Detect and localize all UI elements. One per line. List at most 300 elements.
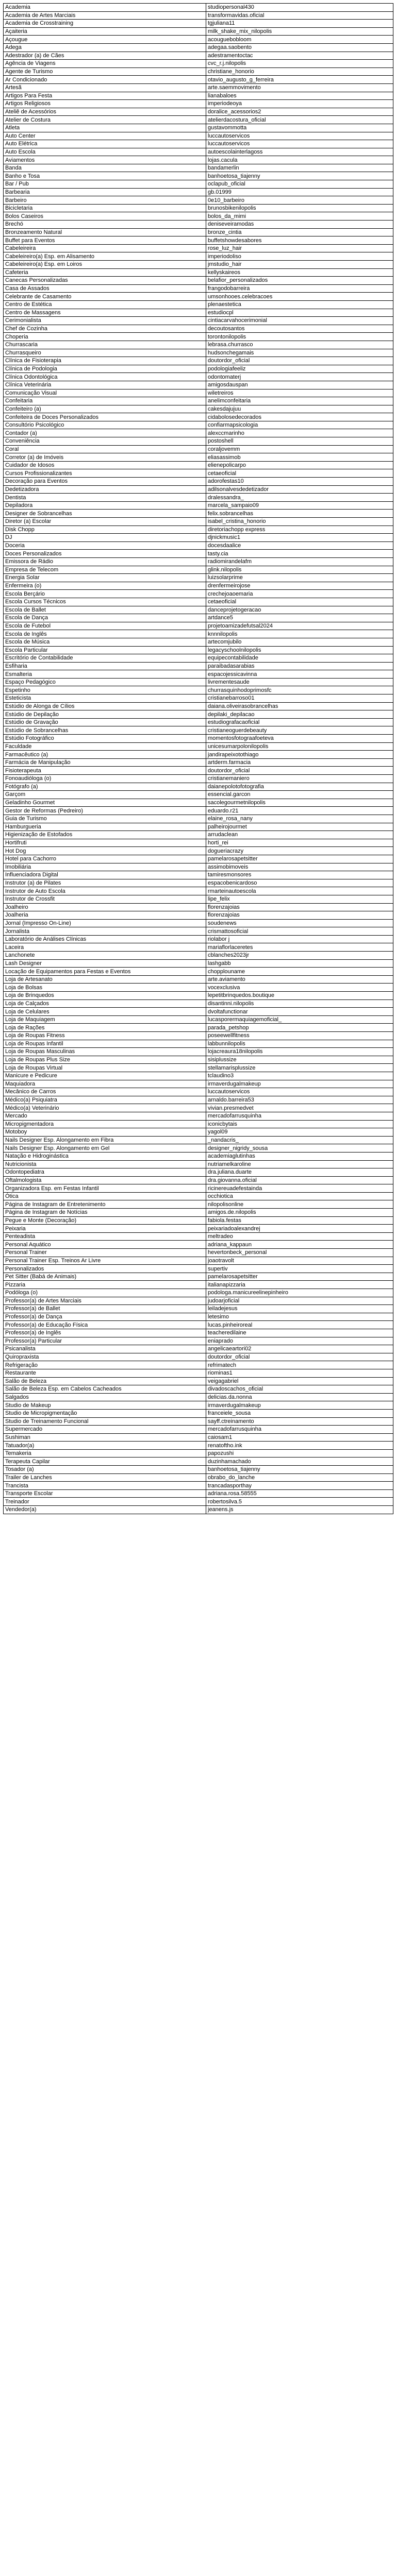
handle-cell: occhiotica xyxy=(206,1192,393,1200)
handle-cell: daiana.oliveirasobrancelhas xyxy=(206,702,393,710)
table-row xyxy=(4,590,393,598)
handle-cell: plenaestetica xyxy=(206,300,393,309)
category-cell: Churrascaria xyxy=(4,341,206,349)
table-row xyxy=(4,268,393,277)
table-row xyxy=(4,140,393,148)
category-cell: Coral xyxy=(4,445,206,453)
handle-cell: leiladejesus xyxy=(206,1305,393,1313)
handle-cell: artderm.farmacia xyxy=(206,758,393,767)
table-row xyxy=(4,4,393,12)
table-row xyxy=(4,1369,393,1377)
category-cell: Clínica Odontológica xyxy=(4,373,206,381)
table-row xyxy=(4,1442,393,1450)
category-cell: Nails Designer Esp. Alongamento em Gel xyxy=(4,1144,206,1153)
table-row xyxy=(4,935,393,943)
category-cell: Imobiliária xyxy=(4,863,206,871)
category-cell: Buffet para Eventos xyxy=(4,236,206,245)
category-cell: Loja de Roupas Fitness xyxy=(4,1032,206,1040)
table-row xyxy=(4,341,393,349)
table-row xyxy=(4,421,393,429)
handle-cell: angelicaeartori02 xyxy=(206,1345,393,1353)
category-cell: Emissora de Rádio xyxy=(4,557,206,566)
handle-cell: yagol09 xyxy=(206,1128,393,1137)
handle-cell: poseewellfitness xyxy=(206,1032,393,1040)
category-cell: Peixaria xyxy=(4,1225,206,1233)
handle-cell: eliasassimob xyxy=(206,453,393,462)
handle-cell: luizsolarprime xyxy=(206,574,393,582)
handle-cell: jandirapeixotothiago xyxy=(206,751,393,759)
table-row xyxy=(4,1289,393,1297)
table-row xyxy=(4,293,393,301)
handle-cell: arte.saemmovimento xyxy=(206,83,393,92)
table-row xyxy=(4,582,393,590)
handle-cell: milk_shake_mix_nilopolis xyxy=(206,27,393,36)
handle-cell: judoarjoficial xyxy=(206,1297,393,1305)
handle-cell: cakesdajujuu xyxy=(206,405,393,413)
category-cell: Hortifruti xyxy=(4,839,206,847)
table-row xyxy=(4,1072,393,1080)
table-row xyxy=(4,228,393,236)
table-row xyxy=(4,469,393,478)
category-cell: Tosador (a) xyxy=(4,1466,206,1474)
category-cell: Jornalista xyxy=(4,927,206,936)
category-cell: Adestrador (a) de Cães xyxy=(4,52,206,60)
handle-cell: paraibadasarabias xyxy=(206,662,393,670)
table-row xyxy=(4,501,393,510)
handle-cell: oclapub_oficial xyxy=(206,180,393,189)
category-cell: Clínica de Podologia xyxy=(4,365,206,373)
category-cell: Agência de Viagens xyxy=(4,60,206,68)
handle-cell: bandamerlin xyxy=(206,164,393,172)
table-row xyxy=(4,67,393,76)
table-row xyxy=(4,959,393,968)
table-row xyxy=(4,1136,393,1144)
handle-cell: tasty.cia xyxy=(206,550,393,558)
handle-cell: renatoftho.ink xyxy=(206,1442,393,1450)
handle-cell: postoshell xyxy=(206,437,393,446)
table-row xyxy=(4,1080,393,1088)
table-row xyxy=(4,116,393,124)
handle-cell: riominas1 xyxy=(206,1369,393,1377)
table-row xyxy=(4,598,393,606)
handle-cell: deniseveiramodas xyxy=(206,221,393,229)
table-row xyxy=(4,478,393,486)
handle-cell: projetoamizadefutsal2024 xyxy=(206,622,393,630)
table-row xyxy=(4,927,393,936)
handle-cell: torontonilopolis xyxy=(206,333,393,341)
handle-cell: mercadofarrusquinha xyxy=(206,1112,393,1120)
table-row xyxy=(4,767,393,775)
table-row xyxy=(4,1337,393,1345)
category-cell: Escola de Ballet xyxy=(4,606,206,614)
table-row xyxy=(4,574,393,582)
handle-cell: cintiacarvahocerimonial xyxy=(206,317,393,325)
handle-cell: espacobenicardoso xyxy=(206,879,393,887)
handle-cell: pamelarosapetsitter xyxy=(206,855,393,863)
category-cell: Aviamentos xyxy=(4,156,206,164)
table-row xyxy=(4,1417,393,1426)
handle-cell: legacyschoolnilopolis xyxy=(206,646,393,654)
table-row xyxy=(4,758,393,767)
table-row xyxy=(4,1313,393,1321)
handle-cell: momentosfotograafoeteva xyxy=(206,735,393,743)
category-cell: Choperia xyxy=(4,333,206,341)
table-row xyxy=(4,526,393,534)
table-row xyxy=(4,968,393,976)
handle-cell: podologa.manicureelinepinheiro xyxy=(206,1289,393,1297)
table-row xyxy=(4,952,393,960)
table-row xyxy=(4,317,393,325)
table-row xyxy=(4,83,393,92)
handle-cell: felix.sobrancelhas xyxy=(206,510,393,518)
table-row xyxy=(4,1104,393,1112)
handle-cell: artdance5 xyxy=(206,614,393,622)
table-row xyxy=(4,839,393,847)
table-row xyxy=(4,300,393,309)
handle-cell: anelimconfeitaria xyxy=(206,397,393,405)
category-cell: Página de Instagram de Entretenimento xyxy=(4,1200,206,1209)
table-row xyxy=(4,984,393,992)
handle-cell: _nandacris_ xyxy=(206,1136,393,1144)
category-cell: Confeiteira de Doces Personalizados xyxy=(4,413,206,421)
handle-cell: elaine_rosa_nany xyxy=(206,815,393,823)
table-row xyxy=(4,742,393,751)
category-cell: Trailer de Lanches xyxy=(4,1473,206,1482)
table-row xyxy=(4,871,393,879)
handle-cell: assimobimoveis xyxy=(206,863,393,871)
handle-cell: riolabor j xyxy=(206,935,393,943)
table-row xyxy=(4,494,393,502)
category-cell: Pizzaria xyxy=(4,1281,206,1289)
handle-cell: vivian.presmedvet xyxy=(206,1104,393,1112)
handle-cell: banhoetosa_tiajenny xyxy=(206,172,393,180)
category-cell: Ateliê de Acessórios xyxy=(4,108,206,116)
handle-cell: labbunnilopolis xyxy=(206,1040,393,1048)
table-row xyxy=(4,807,393,815)
table-row xyxy=(4,638,393,646)
category-cell: Ótica xyxy=(4,1192,206,1200)
category-cell: Tatuador(a) xyxy=(4,1442,206,1450)
table-row xyxy=(4,654,393,663)
table-row xyxy=(4,1096,393,1104)
table-row xyxy=(4,686,393,694)
table-row xyxy=(4,92,393,100)
handle-cell: glink.nilopolis xyxy=(206,566,393,574)
handle-cell: rmarteinautoescola xyxy=(206,887,393,895)
table-row xyxy=(4,1281,393,1289)
category-cell: Personal Trainer Esp. Treinos Ar Livre xyxy=(4,1257,206,1265)
handle-cell: acouguebobloom xyxy=(206,36,393,44)
table-row xyxy=(4,1184,393,1193)
category-cell: Sushiman xyxy=(4,1433,206,1442)
category-cell: Centro de Estética xyxy=(4,300,206,309)
handle-cell: iconicbytais xyxy=(206,1120,393,1128)
handle-cell: delicias.da.nonna xyxy=(206,1393,393,1401)
handle-cell: amigosdauspan xyxy=(206,381,393,389)
category-cell: Confeitaria xyxy=(4,397,206,405)
handle-cell: essencial.garcon xyxy=(206,791,393,799)
handle-cell: kellyskaireos xyxy=(206,268,393,277)
handle-cell: cristianeoguerdebeauty xyxy=(206,726,393,735)
handle-cell: belafior_personalizados xyxy=(206,277,393,285)
table-row xyxy=(4,1329,393,1337)
category-cell: Studio de Treinamento Funcional xyxy=(4,1417,206,1426)
handle-cell: chopplouname xyxy=(206,968,393,976)
handle-cell: isabel_cristina_honorio xyxy=(206,518,393,526)
handle-cell: divadoscachos_oficial xyxy=(206,1385,393,1394)
handle-cell: elienepolicarpo xyxy=(206,461,393,469)
category-cell: Artigos Religiosos xyxy=(4,100,206,108)
handle-cell: otavio_augusto_g_ferreira xyxy=(206,76,393,84)
handle-cell: florenzajoias xyxy=(206,903,393,911)
handle-cell: irmaverdugalmakeup xyxy=(206,1080,393,1088)
table-row xyxy=(4,863,393,871)
table-row xyxy=(4,1257,393,1265)
table-row xyxy=(4,1015,393,1024)
category-cell: Nails Designer Esp. Alongamento em Fibra xyxy=(4,1136,206,1144)
category-cell: Loja de Brinquedos xyxy=(4,992,206,1000)
handle-cell: sayff.ctreinamento xyxy=(206,1417,393,1426)
handle-cell: livrementesaude xyxy=(206,678,393,686)
handle-cell: arrudaclean xyxy=(206,831,393,839)
handle-cell: doralice_acessorios2 xyxy=(206,108,393,116)
handle-cell: letesimo xyxy=(206,1313,393,1321)
handle-cell: adegaa.saobento xyxy=(206,43,393,52)
handle-cell: academiaglutinhas xyxy=(206,1152,393,1160)
table-row xyxy=(4,992,393,1000)
category-cell: Disk Chopp xyxy=(4,526,206,534)
category-cell: Penteadista xyxy=(4,1232,206,1241)
handle-cell: brunosbikenilopolis xyxy=(206,204,393,212)
category-cell: Garçom xyxy=(4,791,206,799)
category-cell: Barbeiro xyxy=(4,196,206,205)
handle-cell: wiletreiros xyxy=(206,389,393,397)
table-row xyxy=(4,566,393,574)
handle-cell: lianabaloes xyxy=(206,92,393,100)
table-row xyxy=(4,1345,393,1353)
category-cell: Instrutor de Crossfit xyxy=(4,895,206,903)
handle-cell: rose_luz_hair xyxy=(206,244,393,252)
table-row xyxy=(4,1160,393,1168)
category-cell: Ar Condicionado xyxy=(4,76,206,84)
category-cell: Escola Cursos Técnicos xyxy=(4,598,206,606)
category-cell: Espetinho xyxy=(4,686,206,694)
category-cell: Espaço Pedagógico xyxy=(4,678,206,686)
handle-cell: doutordor_oficial xyxy=(206,357,393,365)
category-cell: Banda xyxy=(4,164,206,172)
category-cell: Cabeleireiro(a) Esp. em Alisamento xyxy=(4,252,206,261)
category-cell: Empresa de Telecom xyxy=(4,566,206,574)
table-row xyxy=(4,1048,393,1056)
table-row xyxy=(4,1225,393,1233)
category-cell: Açougue xyxy=(4,36,206,44)
category-cell: Professor(a) de Inglês xyxy=(4,1329,206,1337)
table-row xyxy=(4,309,393,317)
handle-cell: tamiresmonsores xyxy=(206,871,393,879)
table-row xyxy=(4,204,393,212)
category-cell: Loja de Bolsas xyxy=(4,984,206,992)
category-cell: Clínica Veterinária xyxy=(4,381,206,389)
table-row xyxy=(4,1305,393,1313)
category-cell: Doceria xyxy=(4,541,206,550)
handle-cell: stellamarisplussize xyxy=(206,1064,393,1072)
category-cell: Odontopediatra xyxy=(4,1168,206,1177)
category-cell: Treinador xyxy=(4,1498,206,1506)
table-row xyxy=(4,879,393,887)
table-row xyxy=(4,1273,393,1281)
table-row xyxy=(4,100,393,108)
table-row xyxy=(4,108,393,116)
handle-cell: lepetitbrinquedos.boutique xyxy=(206,992,393,1000)
category-cell: Mecânico de Carros xyxy=(4,1088,206,1096)
handle-cell: artecomjubilo xyxy=(206,638,393,646)
handle-cell: designer_nigridy_sousa xyxy=(206,1144,393,1153)
table-row xyxy=(4,606,393,614)
handle-cell: dralessandra_ xyxy=(206,494,393,502)
category-cell: Lanchonete xyxy=(4,952,206,960)
table-row xyxy=(4,1112,393,1120)
table-row xyxy=(4,943,393,952)
category-cell: Cabeleireira xyxy=(4,244,206,252)
handle-cell: sisiplussize xyxy=(206,1056,393,1064)
category-cell: Salão de Beleza xyxy=(4,1377,206,1385)
category-cell: Bar / Pub xyxy=(4,180,206,189)
handle-cell: transformavidas.oficial xyxy=(206,11,393,20)
handle-cell: teacheredilaine xyxy=(206,1329,393,1337)
table-row xyxy=(4,1297,393,1305)
handle-cell: drenfermeirojose xyxy=(206,582,393,590)
handle-cell: gustavommotta xyxy=(206,124,393,132)
category-cell: Escola de Música xyxy=(4,638,206,646)
handle-cell: decoutosantos xyxy=(206,325,393,333)
category-cell: Auto Center xyxy=(4,132,206,140)
handle-cell: depilaki_depilacao xyxy=(206,710,393,719)
category-cell: Artigos Para Festa xyxy=(4,92,206,100)
table-row xyxy=(4,791,393,799)
table-row xyxy=(4,614,393,622)
category-cell: Loja de Celulares xyxy=(4,1008,206,1016)
category-cell: Nutricionista xyxy=(4,1160,206,1168)
handle-cell: confiarmapsicologia xyxy=(206,421,393,429)
category-cell: Decoração para Eventos xyxy=(4,478,206,486)
category-cell: Organizadora Esp. em Festas Infantil xyxy=(4,1184,206,1193)
table-row xyxy=(4,1128,393,1137)
table-row xyxy=(4,27,393,36)
category-cell: Farmacêutico (a) xyxy=(4,751,206,759)
table-row xyxy=(4,405,393,413)
handle-cell: luccautoservicos xyxy=(206,132,393,140)
table-row xyxy=(4,1449,393,1458)
category-cell: Escola Berçário xyxy=(4,590,206,598)
handle-cell: adriana_kappaun xyxy=(206,1241,393,1249)
table-row xyxy=(4,52,393,60)
category-cell: Escola de Inglês xyxy=(4,630,206,638)
table-row xyxy=(4,1152,393,1160)
category-cell: DJ xyxy=(4,534,206,542)
category-cell: Cuidador de Idosos xyxy=(4,461,206,469)
category-cell: Artesã xyxy=(4,83,206,92)
handle-cell: eniaprado xyxy=(206,1337,393,1345)
table-row xyxy=(4,911,393,920)
category-cell: Escritório de Contabilidade xyxy=(4,654,206,663)
category-cell: Estúdio Fotográfico xyxy=(4,735,206,743)
table-row xyxy=(4,694,393,703)
category-cell: Bronzeamento Natural xyxy=(4,228,206,236)
category-cell: Loja de Roupas Virtual xyxy=(4,1064,206,1072)
handle-cell: bronze_cintia xyxy=(206,228,393,236)
category-cell: Professor(a) de Educação Física xyxy=(4,1321,206,1329)
category-cell: Oftalmologista xyxy=(4,1176,206,1184)
handle-cell: marcela_sampaio09 xyxy=(206,501,393,510)
directory-table xyxy=(3,3,393,1514)
table-row xyxy=(4,252,393,261)
table-row xyxy=(4,365,393,373)
table-row xyxy=(4,557,393,566)
table-row xyxy=(4,1265,393,1273)
table-row xyxy=(4,132,393,140)
table-row xyxy=(4,1241,393,1249)
table-row xyxy=(4,1249,393,1257)
category-cell: Quiropraxista xyxy=(4,1353,206,1361)
handle-cell: alexccmarinho xyxy=(206,429,393,437)
handle-cell: docesdaalice xyxy=(206,541,393,550)
table-row xyxy=(4,550,393,558)
category-cell: Cabeleireiro(a) Esp. em Loiros xyxy=(4,261,206,269)
table-row xyxy=(4,76,393,84)
table-row xyxy=(4,541,393,550)
handle-cell: djnickmusic1 xyxy=(206,534,393,542)
handle-cell: adestramentoctac xyxy=(206,52,393,60)
handle-cell: danceprojetogeracao xyxy=(206,606,393,614)
table-row xyxy=(4,244,393,252)
category-cell: Psicanalista xyxy=(4,1345,206,1353)
table-row xyxy=(4,188,393,196)
category-cell: Comunicação Visual xyxy=(4,389,206,397)
handle-cell: adilsonalvesdedetizador xyxy=(206,485,393,494)
table-row xyxy=(4,1088,393,1096)
table-row xyxy=(4,678,393,686)
handle-cell: crechejoaoemaria xyxy=(206,590,393,598)
table-row xyxy=(4,36,393,44)
handle-cell: refrimatech xyxy=(206,1361,393,1369)
category-cell: Studio de Makeup xyxy=(4,1401,206,1410)
table-row xyxy=(4,429,393,437)
category-cell: Cursos Profissionalizantes xyxy=(4,469,206,478)
table-row xyxy=(4,702,393,710)
category-cell: Hot Dog xyxy=(4,847,206,855)
table-row xyxy=(4,1168,393,1177)
handle-cell: imperiodeoya xyxy=(206,100,393,108)
category-cell: Transporte Escolar xyxy=(4,1489,206,1498)
handle-cell: cvc_r.j.nilopolis xyxy=(206,60,393,68)
table-row xyxy=(4,485,393,494)
table-row xyxy=(4,1040,393,1048)
table-row xyxy=(4,510,393,518)
category-cell: Açaiteria xyxy=(4,27,206,36)
category-cell: Atleta xyxy=(4,124,206,132)
category-cell: Estúdio de Gravação xyxy=(4,718,206,726)
category-cell: Podóloga (o) xyxy=(4,1289,206,1297)
table-row xyxy=(4,783,393,791)
table-row xyxy=(4,1200,393,1209)
handle-cell: frangodobarreira xyxy=(206,284,393,293)
category-cell: Professor(a) de Dança xyxy=(4,1313,206,1321)
category-cell: Casa de Assados xyxy=(4,284,206,293)
table-row xyxy=(4,518,393,526)
category-cell: Lash Designer xyxy=(4,959,206,968)
table-row xyxy=(4,1056,393,1064)
category-cell: Clínica de Fisioterapia xyxy=(4,357,206,365)
